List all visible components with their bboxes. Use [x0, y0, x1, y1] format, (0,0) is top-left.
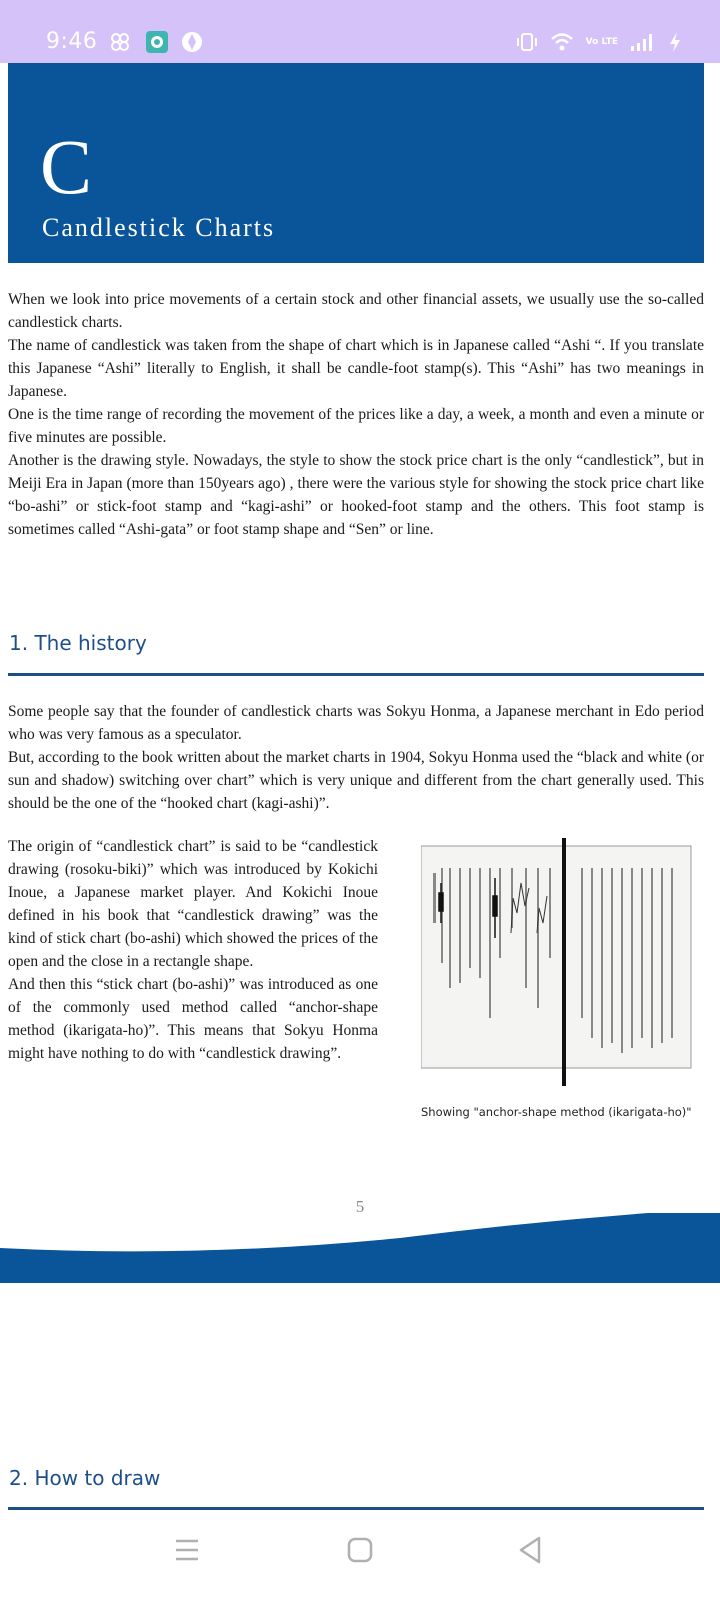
back-button[interactable] — [500, 1530, 560, 1570]
figure-caption: Showing "anchor-shape method (ikarigata-ho)" — [421, 1105, 692, 1119]
chapter-title: Candlestick Charts — [42, 213, 276, 242]
charging-icon — [668, 31, 682, 53]
aperture-icon — [180, 31, 204, 53]
status-bar — [0, 0, 720, 63]
chapter-letter: C — [40, 123, 93, 210]
history-float-paragraph: And then this “stick chart (bo-ashi)” was introduced as one of the commonly used method called “anchor-shape method (ikarigata-ho)”. This means that Sokyu Honma might have nothing to do with “candlestick drawing”. — [8, 976, 378, 1062]
intro-paragraph: Another is the drawing style. Nowadays, the style to show the stock price chart is the only “candlestick”, but in Meiji Era in Japan (more than 150years ago) , there were the various style for showing the stock price chart like “bo-ashi” or stick-foot stamp and “kagi-ashi” or hooked-foot stamp and the others. This foot stamp is sometimes called “Ashi-gata” or foot stamp shape and “Sen” or line. — [8, 452, 704, 538]
document-page[interactable] — [0, 63, 720, 1503]
section-divider — [8, 673, 704, 676]
page-footer-wave — [0, 1213, 720, 1283]
intro-paragraph: One is the time range of recording the movement of the prices like a day, a week, a month and even a minute or five minutes are possible. — [8, 406, 704, 446]
vibrate-icon — [516, 31, 538, 53]
app-badge-icon — [145, 31, 169, 53]
section-heading-history: 1. The history — [9, 631, 147, 655]
system-navigation-bar — [0, 1520, 720, 1600]
home-button[interactable] — [330, 1530, 390, 1570]
history-text — [8, 700, 704, 815]
back-icon — [517, 1536, 543, 1564]
history-float-text — [8, 835, 378, 1065]
section-heading-how-to-draw: 2. How to draw — [9, 1466, 161, 1490]
status-time: 9:46 — [46, 29, 98, 54]
intro-text — [8, 288, 704, 541]
history-paragraph: But, according to the book written about the market charts in 1904, Sokyu Honma used the “black and white (or sun and shadow) switching over chart” which is very unique and different from the chart generally used. This should be the one of the “hooked chart (kagi-ashi)”. — [8, 749, 704, 812]
wifi-icon — [550, 32, 574, 52]
history-float-paragraph: The origin of “candlestick chart” is said to be “candlestick drawing (rosoku-biki)” which was introduced by Kokichi Inoue, a Japanese market player. And Kokichi Inoue defined in his book that “candlestick drawing” was the kind of stick chart (bo-ashi) which showed the prices of the open and the close in a rectangle shape. — [8, 838, 378, 970]
recents-icon — [174, 1538, 200, 1562]
home-icon — [347, 1537, 373, 1563]
recents-button[interactable] — [157, 1530, 217, 1570]
intro-paragraph: When we look into price movements of a certain stock and other financial assets, we usually use the so-called candlestick charts. — [8, 291, 704, 331]
signal-icon — [630, 32, 656, 52]
intro-paragraph: The name of candlestick was taken from the shape of chart which is in Japanese called “Ashi “. If you translate this Japanese “Ashi” literally to English, it shall be candle-foot stamp(s). This “Ashi” has two meanings in Japanese. — [8, 337, 704, 400]
history-paragraph: Some people say that the founder of candlestick charts was Sokyu Honma, a Japanese merchant in Edo period who was very famous as a speculator. — [8, 703, 704, 743]
section-divider — [8, 1507, 704, 1510]
volte-icon: Vo LTE — [585, 36, 618, 47]
page-number: 5 — [355, 1197, 365, 1216]
pinwheel-icon — [108, 31, 132, 53]
chapter-banner — [8, 63, 704, 263]
